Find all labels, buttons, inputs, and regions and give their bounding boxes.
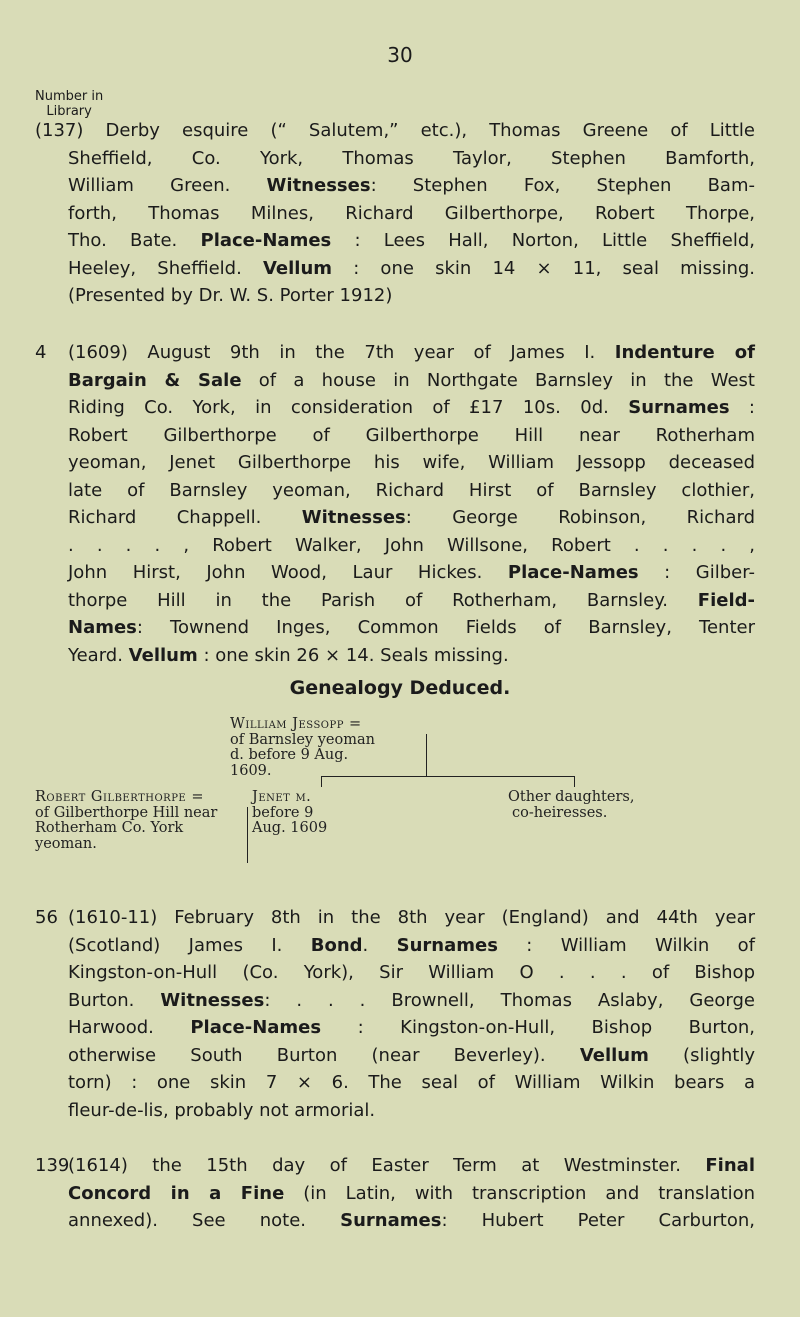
- text-segment: otherwise South Burton (near Beverley).: [68, 1044, 580, 1066]
- text-segment: Tho. Bate.: [68, 230, 201, 251]
- text-line: [35, 145, 755, 173]
- section-label: Witnesses: [301, 507, 406, 528]
- text-line: [35, 1207, 755, 1235]
- section-label: Bond: [310, 934, 363, 956]
- person-detail: yeoman.: [35, 835, 97, 852]
- text-line: [35, 282, 755, 310]
- text-line: [35, 117, 755, 145]
- text-segment: : Lees Hall, Norton, Little Sheffield,: [331, 230, 755, 251]
- person-detail: Rotherham Co. York: [35, 820, 184, 836]
- section-label: Indenture of: [614, 342, 755, 363]
- section-label: Surnames: [628, 397, 730, 418]
- text-segment: of a house in Northgate Barnsley in the West: [241, 369, 755, 391]
- person-detail: of Barnsley yeoman: [230, 731, 375, 748]
- person-detail: co-heiresses.: [512, 804, 608, 821]
- text-segment: torn) : one skin 7 × 6. The seal of William Wilkin bears a: [68, 1072, 755, 1093]
- entry-56: [35, 904, 755, 1124]
- section-label: Place-Names: [190, 1017, 322, 1038]
- person-name: Robert Gilberthorpe =: [35, 789, 204, 805]
- text-segment: : Kingston-on-Hull, Bishop Burton,: [321, 1017, 755, 1038]
- text-segment: Harwood.: [68, 1017, 191, 1038]
- text-line: [35, 559, 755, 587]
- text-line: [35, 1097, 755, 1125]
- text-segment: Yeard.: [68, 644, 129, 666]
- text-segment: William Green.: [68, 175, 267, 196]
- text-line: [35, 1042, 755, 1070]
- text-segment: Heeley, Sheffield.: [68, 257, 263, 279]
- text-segment: : George Robinson, Richard: [405, 507, 755, 528]
- text-line: [35, 1180, 755, 1208]
- genealogy-others: [508, 790, 634, 821]
- entry-137: [35, 117, 755, 310]
- text-segment: (in Latin, with transcription and translation: [284, 1182, 755, 1204]
- text-segment: : Gilber-: [638, 562, 755, 583]
- text-line: [35, 642, 755, 670]
- text-segment: Richard Chappell.: [68, 507, 302, 528]
- text-segment: Sheffield, Co. York, Thomas Taylor, Stephen Bamforth,: [68, 147, 755, 169]
- section-label: Surnames: [396, 934, 498, 956]
- text-segment: .: [362, 934, 397, 956]
- section-label: Place-Names: [200, 230, 332, 251]
- text-line: [35, 227, 755, 255]
- text-line: [35, 339, 755, 367]
- text-line: [35, 255, 755, 283]
- genealogy-title: Genealogy Deduced.: [289, 677, 511, 699]
- person-detail: Aug. 1609: [252, 820, 328, 836]
- margin-note-line: Number in: [35, 89, 104, 104]
- text-line: [35, 1014, 755, 1042]
- text-segment: (1609) August 9th in the 7th year of James I.: [68, 342, 615, 363]
- section-label: Final: [705, 1155, 755, 1176]
- text-segment: fleur-de-lis, probably not armorial.: [68, 1099, 376, 1121]
- text-line: [35, 172, 755, 200]
- text-line: [35, 504, 755, 532]
- text-segment: : one skin 26 × 14. Seals missing.: [197, 644, 509, 666]
- entry-number: 139: [35, 1155, 70, 1176]
- text-segment: (137) Derby esquire (“ Salutem,” etc.), Thomas Greene of Little: [35, 120, 755, 141]
- text-segment: (1614) the 15th day of Easter Term at Westminster.: [68, 1155, 706, 1176]
- person-detail: before 9: [252, 804, 314, 821]
- text-line: [35, 614, 755, 642]
- text-segment: thorpe Hill in the Parish of Rotherham, Barnsley.: [68, 589, 698, 611]
- text-line: [35, 1152, 755, 1180]
- text-segment: Riding Co. York, in consideration of £17 10s. 0d.: [68, 397, 629, 418]
- entry-139: [35, 1152, 755, 1235]
- person-detail: 1609.: [230, 762, 272, 779]
- entry-number: 4: [35, 342, 47, 363]
- section-label: Bargain & Sale: [68, 369, 242, 391]
- text-segment: : . . . Brownell, Thomas Aslaby, George: [264, 989, 755, 1011]
- person-detail: Other daughters,: [508, 789, 635, 805]
- genealogy-line: [247, 807, 248, 863]
- text-segment: (Scotland) James I.: [68, 934, 311, 956]
- text-segment: (Presented by Dr. W. S. Porter 1912): [68, 285, 393, 306]
- genealogy-line: [321, 776, 322, 787]
- person-detail: of Gilberthorpe Hill near: [35, 804, 218, 821]
- text-segment: : Hubert Peter Carburton,: [441, 1210, 755, 1231]
- genealogy-line: [574, 776, 575, 787]
- page-number: 30: [387, 43, 413, 67]
- section-label: Witnesses: [266, 175, 371, 196]
- text-segment: :: [729, 397, 755, 418]
- text-segment: : Stephen Fox, Stephen Bam-: [370, 175, 755, 196]
- person-detail: d. before 9 Aug.: [230, 747, 349, 763]
- text-segment: : Townend Inges, Common Fields of Barnsley, Tenter: [136, 617, 755, 638]
- text-segment: . . . . , Robert Walker, John Willsone, Robert . . . . ,: [68, 534, 755, 556]
- genealogy-jenet: [252, 790, 327, 837]
- text-segment: Kingston-on-Hull (Co. York), Sir William O . . . of Bishop: [68, 962, 755, 983]
- text-line: [35, 904, 755, 932]
- text-line: [35, 1069, 755, 1097]
- section-label: Vellum: [262, 257, 333, 279]
- text-line: [35, 200, 755, 228]
- text-line: [35, 477, 755, 505]
- person-name: Jenet m.: [252, 789, 312, 805]
- genealogy-robert: [35, 790, 217, 852]
- text-line: [35, 449, 755, 477]
- section-label: Vellum: [579, 1044, 649, 1066]
- person-name: William Jessopp =: [230, 716, 362, 732]
- text-line: [35, 422, 755, 450]
- entry-number: 56: [35, 907, 58, 928]
- genealogy-william: [230, 717, 375, 779]
- text-line: [35, 394, 755, 422]
- genealogy-line: [426, 734, 427, 776]
- text-segment: : William Wilkin of: [497, 934, 756, 956]
- section-label: Names: [68, 617, 137, 638]
- text-segment: Robert Gilberthorpe of Gilberthorpe Hill near Rotherham: [68, 424, 755, 446]
- text-line: [35, 959, 755, 987]
- genealogy-line: [321, 776, 575, 777]
- margin-note-line: Library: [46, 104, 92, 119]
- text-segment: Burton.: [68, 989, 161, 1011]
- text-segment: (slightly: [648, 1044, 755, 1066]
- text-line: [35, 532, 755, 560]
- text-segment: annexed). See note.: [68, 1210, 341, 1231]
- text-line: [35, 367, 755, 395]
- text-segment: forth, Thomas Milnes, Richard Gilberthorpe, Robert Thorpe,: [68, 202, 755, 224]
- text-segment: (1610-11) February 8th in the 8th year (England) and 44th year: [68, 907, 755, 928]
- text-segment: John Hirst, John Wood, Laur Hickes.: [68, 562, 508, 583]
- text-segment: : one skin 14 × 11, seal missing.: [332, 257, 755, 279]
- text-segment: yeoman, Jenet Gilberthorpe his wife, William Jessopp deceased: [68, 452, 755, 473]
- section-label: Vellum: [128, 644, 198, 666]
- section-label: Field-: [697, 589, 755, 611]
- section-label: Surnames: [340, 1210, 442, 1231]
- section-label: Concord in a Fine: [68, 1182, 285, 1204]
- text-line: [35, 932, 755, 960]
- text-line: [35, 987, 755, 1015]
- margin-note: [35, 89, 103, 119]
- text-segment: late of Barnsley yeoman, Richard Hirst of Barnsley clothier,: [68, 479, 755, 501]
- section-label: Place-Names: [507, 562, 639, 583]
- entry-4: [35, 339, 755, 669]
- section-label: Witnesses: [160, 989, 265, 1011]
- text-line: [35, 587, 755, 615]
